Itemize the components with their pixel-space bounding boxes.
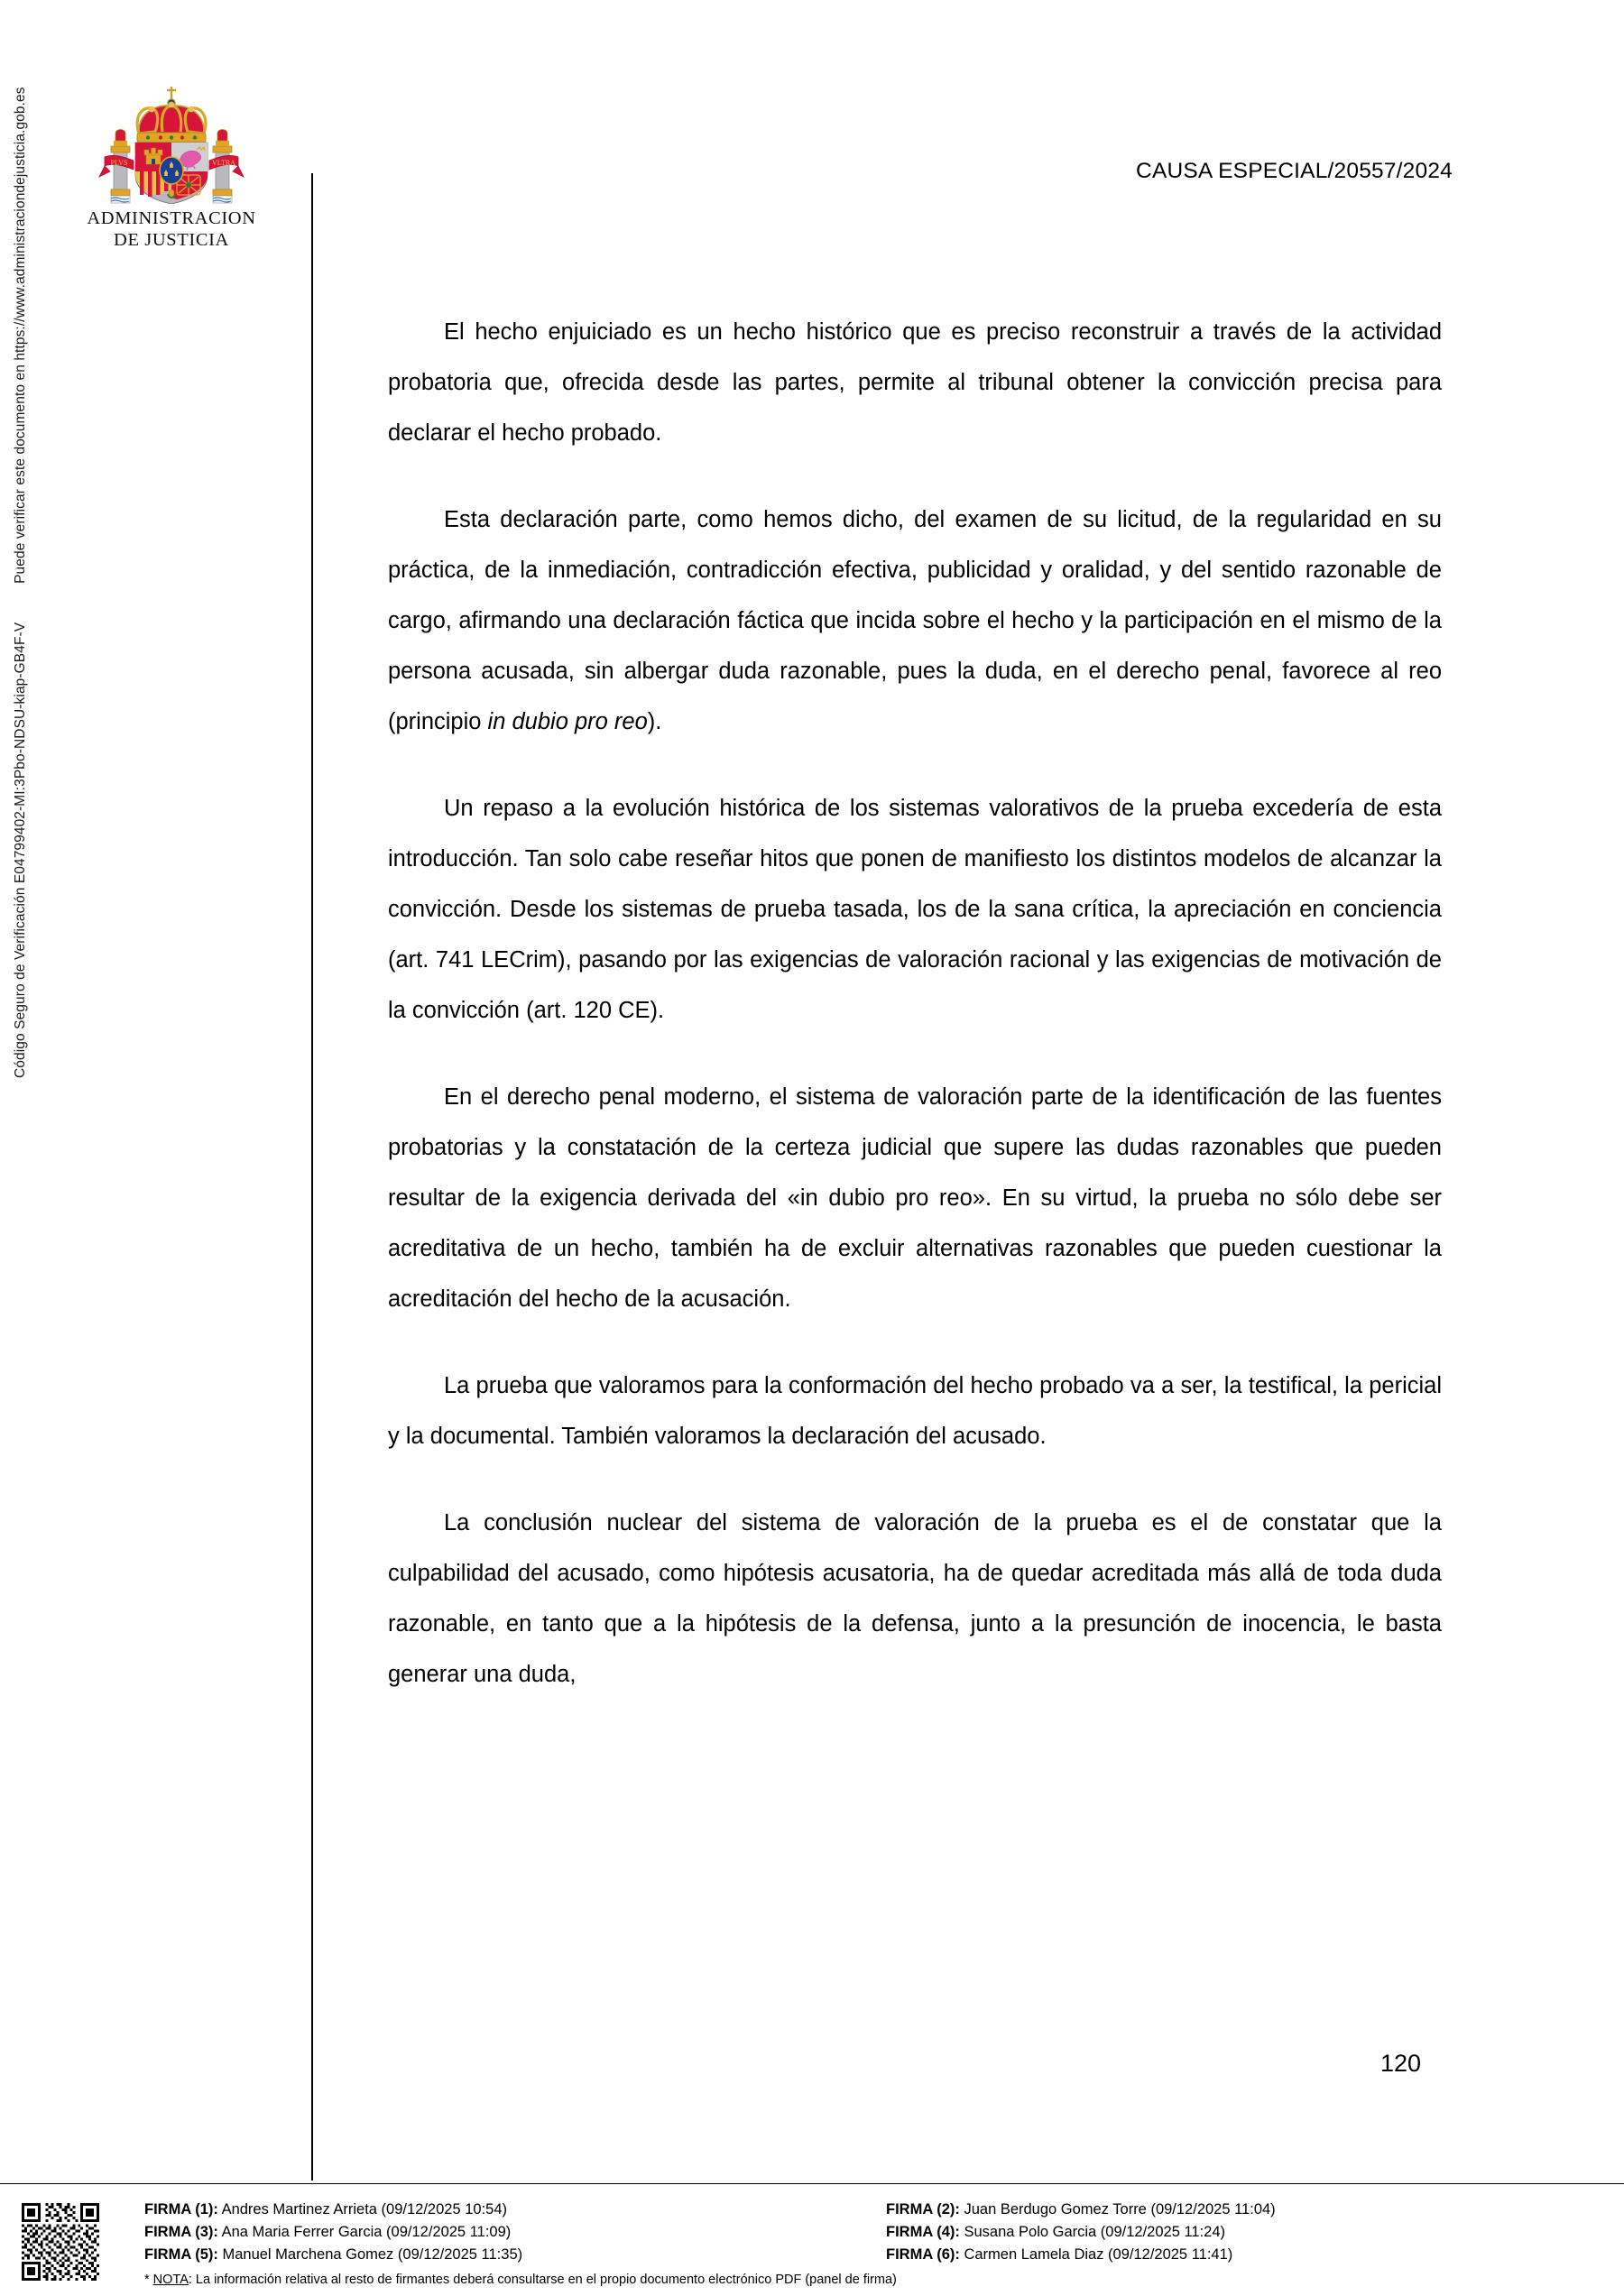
paragraph-3 xyxy=(388,783,1442,1036)
paragraph-1 xyxy=(388,307,1442,458)
signature-cell-2 xyxy=(864,2199,1606,2221)
signature-label-2: FIRMA (2): xyxy=(886,2201,960,2218)
footer-divider xyxy=(0,2183,1624,2184)
paragraph-5-text: La prueba que valoramos para la conformación del hecho probado va a ser, la testifical, la pericial y la documental. También valoramos la declaración del acusado. xyxy=(388,1373,1442,1449)
page-number: 120 xyxy=(1380,2050,1422,2077)
case-code-header: CAUSA ESPECIAL/20557/2024 xyxy=(1136,159,1453,183)
signature-value-4: Susana Polo Garcia (09/12/2025 11:24) xyxy=(964,2224,1226,2240)
signature-label-3: FIRMA (3): xyxy=(144,2224,218,2240)
footer-note-prefix: * xyxy=(144,2273,153,2287)
paragraph-5 xyxy=(388,1360,1442,1462)
signature-row xyxy=(144,2221,1606,2244)
signature-label-5: FIRMA (5): xyxy=(144,2246,218,2263)
verification-sidebar-text xyxy=(13,87,29,1078)
signature-cell-1 xyxy=(144,2199,864,2221)
document-body xyxy=(388,307,1442,1700)
signature-value-2: Juan Berdugo Gomez Torre (09/12/2025 11:04) xyxy=(964,2201,1276,2218)
signature-value-3: Ana Maria Ferrer Garcia (09/12/2025 11:09) xyxy=(221,2224,512,2240)
motto-left-text: PLVS xyxy=(110,159,128,167)
signature-footer xyxy=(144,2199,1606,2290)
qr-code-icon xyxy=(22,2203,99,2281)
paragraph-6 xyxy=(388,1498,1442,1700)
signature-label-6: FIRMA (6): xyxy=(886,2246,960,2263)
signature-value-1: Andres Martinez Arrieta (09/12/2025 10:54) xyxy=(221,2201,507,2218)
paragraph-4 xyxy=(388,1072,1442,1324)
footer-note xyxy=(144,2270,1606,2290)
emblem-caption xyxy=(68,207,275,251)
signature-cell-6 xyxy=(864,2244,1606,2266)
paragraph-2-tail: ). xyxy=(647,709,662,734)
paragraph-6-text: La conclusión nuclear del sistema de valoración de la prueba es el de constatar que la culpabilidad del acusado, como hipótesis acusatoria, ha de quedar acreditada más allá de toda duda razonable, en tanto que a la hipótesis de la defensa, junto a la presunción de inocencia, le basta generar una duda, xyxy=(388,1510,1442,1687)
spain-coat-of-arms-icon xyxy=(83,81,260,204)
paragraph-4-text: En el derecho penal moderno, el sistema de valoración parte de la identificación de las fuentes probatorias y la constatación de la certeza judicial que supere las dudas razonables que pueden resultar de la exigencia derivada del «in dubio pro reo». En su virtud, la prueba no sólo debe ser acreditativa de un hecho, también ha de excluir alternativas razonables que pueden cuestionar la acreditación del hecho de la acusación. xyxy=(388,1084,1442,1312)
signature-cell-3 xyxy=(144,2221,864,2244)
margin-divider xyxy=(311,173,313,2181)
verify-url-text: Puede verificar este documento en https://www.administraciondejusticia.gob.es xyxy=(13,87,28,584)
csv-code: Código Seguro de Verificación E04799402-MI:3Pbo-NDSU-kiap-GB4F-V xyxy=(13,622,28,1078)
coat-of-arms-block xyxy=(68,81,275,251)
emblem-caption-line-1: ADMINISTRACION xyxy=(87,208,256,228)
paragraph-2-text: Esta declaración parte, como hemos dicho, del examen de su licitud, de la regularidad en su práctica, de la inmediación, contradicción efectiva, publicidad y oralidad, y del sentido razonable de cargo, afirmando una declaración fáctica que incida sobre el hecho y la participación en el mismo de la persona acusada, sin albergar duda razonable, pues la duda, en el derecho penal, favorece al reo (principio xyxy=(388,507,1442,734)
emblem-caption-line-2: DE JUSTICIA xyxy=(114,230,229,251)
signature-row xyxy=(144,2244,1606,2266)
motto-right-text: VLTRA xyxy=(212,159,235,167)
signature-value-6: Carmen Lamela Diaz (09/12/2025 11:41) xyxy=(964,2246,1233,2263)
footer-note-keyword: NOTA xyxy=(152,2273,189,2287)
paragraph-2 xyxy=(388,494,1442,747)
paragraph-1-text: El hecho enjuiciado es un hecho histórico que es preciso reconstruir a través de la actividad probatoria que, ofrecida desde las partes, permite al tribunal obtener la convicción precisa para declarar el hecho probado. xyxy=(388,319,1442,446)
signature-row xyxy=(144,2199,1606,2221)
verification-sidebar xyxy=(13,0,43,1078)
signature-label-1: FIRMA (1): xyxy=(144,2201,218,2218)
paragraph-2-italic-term: in dubio pro reo xyxy=(487,709,648,734)
paragraph-3-text: Un repaso a la evolución histórica de los sistemas valorativos de la prueba excedería de esta introducción. Tan solo cabe reseñar hitos que ponen de manifiesto los distintos modelos de alcanzar la convicción. Desde los sistemas de prueba tasada, los de la sana crítica, la apreciación en conciencia (art. 741 LECrim), pasando por las exigencias de valoración racional y las exigencias de motivación de la convicción (art. 120 CE). xyxy=(388,796,1442,1023)
signature-cell-4 xyxy=(864,2221,1606,2244)
signature-cell-5 xyxy=(144,2244,864,2266)
footer-note-text: : La información relativa al resto de firmantes deberá consultarse en el propio documento electrónico PDF (panel de firma) xyxy=(188,2273,897,2287)
signature-value-5: Manuel Marchena Gomez (09/12/2025 11:35) xyxy=(222,2246,523,2263)
signature-label-4: FIRMA (4): xyxy=(886,2224,960,2240)
